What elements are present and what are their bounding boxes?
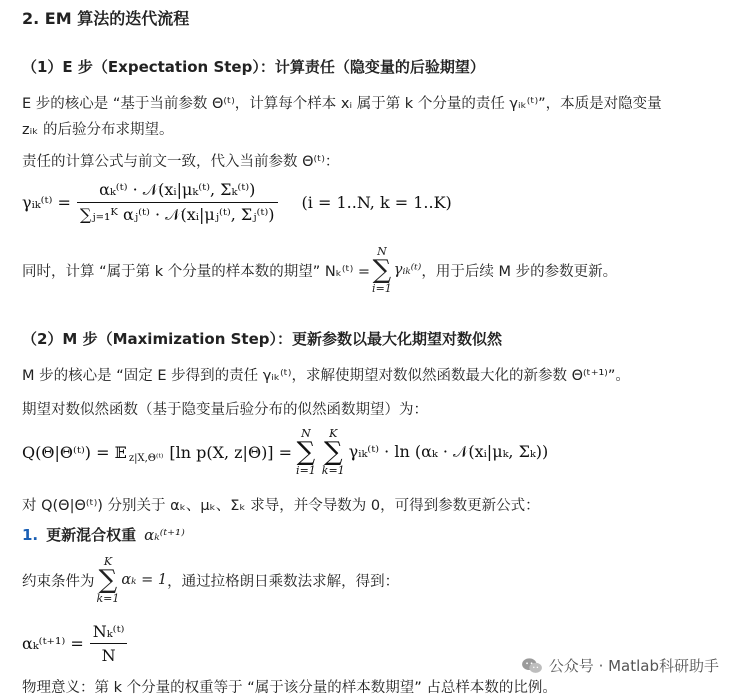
formula-denominator: ∑ⱼ₌₁ᴷ αⱼ⁽ᵗ⁾ · 𝒩(xᵢ|μⱼ⁽ᵗ⁾, Σⱼ⁽ᵗ⁾)	[79, 205, 275, 224]
q-sum-i	[296, 428, 316, 476]
wechat-icon	[521, 657, 543, 675]
formula-fraction	[77, 180, 278, 225]
alpha-numerator: Nₖ⁽ᵗ⁾	[90, 622, 128, 644]
q-sum-i-lower: i=1	[296, 464, 316, 477]
constraint-post: ，通过拉格朗日乘数法求解，得到：	[167, 573, 400, 590]
mstep-line1: M 步的核心是 “固定 E 步得到的责任 γᵢₖ⁽ᵗ⁾，求解使期望对数似然函数最大化的新参数 Θ⁽ᵗ⁺¹⁾”。	[22, 368, 630, 384]
formula-range: (i = 1..N, k = 1..K)	[301, 193, 452, 212]
estep-line4-term: γᵢₖ⁽ᵗ⁾	[393, 262, 422, 278]
alpha-lhs: αₖ⁽ᵗ⁺¹⁾ =	[22, 634, 84, 653]
estep-line4-pre: 同时，计算 “属于第 k 个分量的样本数的期望” Nₖ⁽ᵗ⁾ =	[22, 263, 371, 280]
q-sum-k-sigma: ∑	[323, 437, 343, 467]
sum-lower-limit: i=1	[372, 282, 392, 295]
responsibility-formula	[22, 180, 452, 225]
q-sum-k-lower: k=1	[321, 464, 345, 477]
constraint-pre: 约束条件为	[22, 573, 95, 590]
q-rhs: γᵢₖ⁽ᵗ⁾ · ln (αₖ · 𝒩(xᵢ|μₖ, Σₖ))	[348, 442, 549, 461]
item-1-number: 1.	[22, 525, 39, 544]
mstep-line2: 期望对数似然函数（基于隐变量后验分布的似然函数期望）为：	[22, 402, 428, 418]
q-function-formula	[22, 428, 548, 476]
item-1-symbol: αₖ⁽ᵗ⁺¹⁾	[144, 525, 185, 544]
constraint-term: αₖ = 1	[121, 572, 168, 588]
q-sum-k	[322, 428, 345, 476]
q-sum-i-upper: N	[301, 427, 311, 440]
constraint-sum	[97, 556, 120, 604]
formula-numerator: αₖ⁽ᵗ⁾ · 𝒩(xᵢ|μₖ⁽ᵗ⁾, Σₖ⁽ᵗ⁾)	[77, 180, 278, 203]
alpha-update-formula	[22, 622, 127, 665]
physical-meaning: 物理意义：第 k 个分量的权重等于 “属于该分量的样本数期望” 占总样本数的比例。	[22, 680, 557, 696]
constraint-sum-lower: k=1	[96, 592, 120, 605]
estep-line4	[22, 246, 617, 294]
q-sum-i-sigma: ∑	[296, 437, 316, 467]
q-mid: [ln p(X, z|Θ)] =	[169, 442, 293, 462]
constraint-sum-upper: K	[103, 555, 113, 568]
sum-upper-limit: N	[377, 245, 387, 258]
constraint-line	[22, 556, 399, 604]
mstep-line3: 对 Q(Θ|Θ⁽ᵗ⁾) 分别关于 αₖ、μₖ、Σₖ 求导，并令导数为 0，可得到参数更新公式：	[22, 498, 540, 514]
estep-heading: （1）E 步（Expectation Step）：计算责任（隐变量的后验期望）	[22, 58, 485, 76]
q-expectation-subscript: z|X,Θ⁽ᵗ⁾	[128, 452, 164, 464]
sum-sigma: ∑	[372, 255, 392, 285]
section-title: 2. EM 算法的迭代流程	[22, 9, 190, 28]
alpha-denominator: N	[101, 646, 116, 665]
watermark	[521, 655, 719, 676]
estep-line2: zᵢₖ 的后验分布求期望。	[22, 122, 174, 138]
formula-lhs: γᵢₖ⁽ᵗ⁾ =	[22, 193, 71, 212]
q-lhs: Q(Θ|Θ⁽ᵗ⁾) = 𝔼	[22, 442, 127, 462]
alpha-fraction	[90, 622, 128, 665]
watermark-label: 公众号 · Matlab科研助手	[548, 657, 719, 675]
estep-line1: E 步的核心是 “基于当前参数 Θ⁽ᵗ⁾，计算每个样本 xᵢ 属于第 k 个分量的责任 γᵢₖ⁽ᵗ⁾”，本质是对隐变量	[22, 96, 662, 112]
item-1	[22, 524, 185, 545]
item-1-title: 更新混合权重	[46, 526, 137, 544]
constraint-sum-sigma: ∑	[98, 565, 118, 595]
estep-line4-post: ，用于后续 M 步的参数更新。	[421, 263, 618, 280]
q-sum-k-upper: K	[329, 427, 338, 440]
estep-line3: 责任的计算公式与前文一致，代入当前参数 Θ⁽ᵗ⁾：	[22, 154, 340, 170]
estep-sum	[372, 246, 392, 294]
mstep-heading: （2）M 步（Maximization Step）：更新参数以最大化期望对数似然	[22, 330, 502, 348]
